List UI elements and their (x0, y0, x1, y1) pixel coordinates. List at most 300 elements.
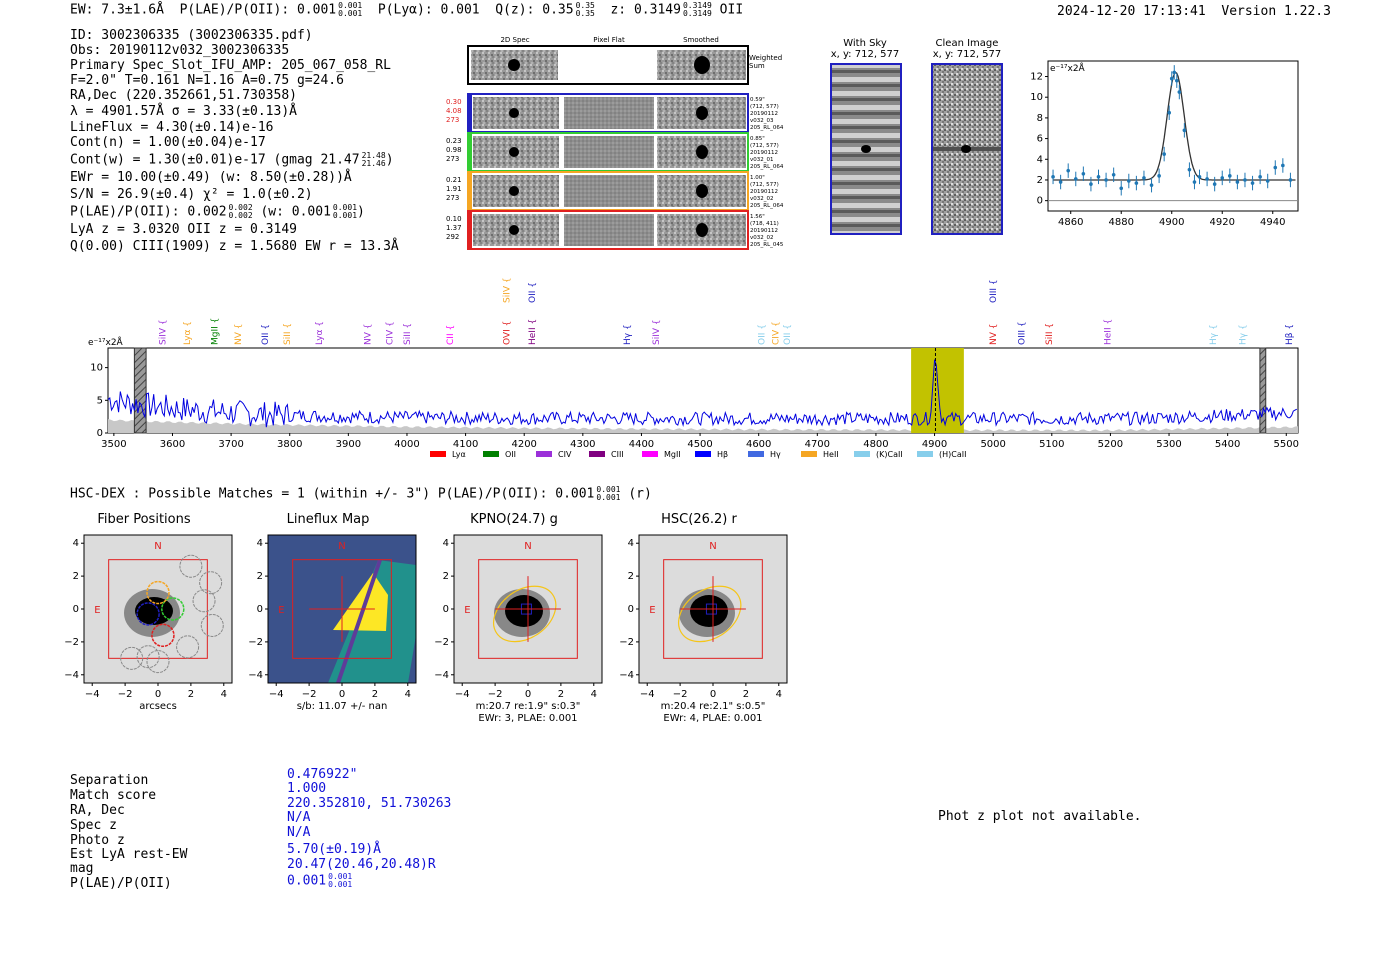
zoom-point (1167, 111, 1171, 115)
zoom-y-tick-label: 10 (1030, 92, 1043, 104)
cutout-smoothed-source (696, 184, 708, 198)
image-x-tick-label: 0 (154, 689, 162, 700)
cutout-row-marker (469, 173, 472, 209)
with-sky-image (830, 63, 902, 235)
emission-line-label: HeII { (1103, 318, 1114, 345)
info-contw-up: 21.48 (361, 151, 386, 160)
cutout-pixelflat (564, 214, 654, 246)
clean-xy: x, y: 712, 577 (932, 49, 1002, 60)
zoom-point (1251, 181, 1255, 185)
galaxy-core (135, 597, 173, 625)
full-x-tick-label: 3600 (159, 439, 186, 450)
info-contw-end: ) (385, 152, 394, 168)
image-panel-plot (605, 532, 795, 727)
legend-swatch (589, 451, 605, 457)
table-value: 220.352810, 51.730263 (287, 796, 452, 811)
image-x-tick-label: 0 (524, 689, 532, 700)
full-y-tick-label: 10 (90, 362, 103, 374)
with-sky-title (830, 38, 900, 60)
image-y-tick-label: 4 (442, 538, 449, 550)
emission-line-label: OII { (782, 324, 793, 345)
compass-north: N (524, 541, 532, 552)
legend-swatch (430, 451, 446, 457)
zoom-point (1170, 77, 1174, 81)
image-caption: EWr: 4, PLAE: 0.001 (663, 713, 763, 724)
image-x-tick-label: −2 (117, 689, 133, 700)
emission-line-label: SiII { (282, 322, 293, 345)
zoom-y-tick-label: 6 (1036, 133, 1043, 145)
table-key: Separation (70, 773, 149, 788)
full-x-tick-label: 4900 (921, 439, 948, 450)
zoom-point (1236, 180, 1240, 184)
cutout-row-number: 273 (446, 194, 460, 202)
cutout-row-info: v032_03 (750, 118, 774, 124)
table-value: 0.001 0.001 0.001 (287, 872, 353, 889)
info-obs: Obs: 20190112v032_3002306335 (70, 43, 290, 58)
table-key: P(LAE)/P(OII) (70, 876, 172, 891)
full-y-tick-label: 5 (96, 395, 103, 407)
zoom-point (1135, 181, 1139, 185)
cutout-pixelflat (564, 97, 654, 129)
info-q: Q(0.00) CIII(1909) z = 1.5680 EW r = 13.3Å (70, 239, 399, 254)
zoom-point (1228, 174, 1232, 178)
emission-line-label: NV { (234, 323, 245, 345)
full-x-tick-label: 5300 (1156, 439, 1182, 450)
info-plae: P(LAE)/P(OII): 0.002 (70, 204, 227, 220)
header-qz-down: 0.35 (575, 9, 595, 18)
legend-swatch (917, 451, 933, 457)
compass-north: N (709, 541, 717, 552)
emission-line-label: MgII { (210, 317, 221, 345)
image-panel-title: HSC(26.2) r (661, 512, 737, 527)
cutout-row-marker (469, 134, 472, 170)
emission-line-label: CII { (445, 324, 456, 345)
hsc-title: HSC-DEX : Possible Matches = 1 (within +/- 3") P(LAE)/P(OII): 0.001 (70, 486, 595, 502)
zoom-x-tick-label: 4900 (1159, 217, 1185, 228)
image-x-tick-label: 2 (742, 689, 750, 700)
zoom-point (1074, 177, 1078, 181)
cutout-header-smoothed: Smoothed (683, 36, 719, 44)
cutout-row-info: 20190112 (750, 228, 778, 234)
info-contw: Cont(w) = 1.30(±0.01)e-17 (gmag 21.47 (70, 152, 360, 168)
compass-east: E (649, 605, 656, 616)
compass-east: E (464, 605, 471, 616)
image-y-tick-label: 2 (256, 571, 263, 583)
image-y-tick-label: −4 (434, 669, 449, 681)
zoom-point (1188, 168, 1192, 172)
full-x-tick-label: 5500 (1273, 439, 1300, 450)
zoom-point (1066, 169, 1070, 173)
zoom-point (1082, 172, 1086, 176)
full-x-tick-label: 4100 (452, 439, 479, 450)
image-panel-plot (420, 532, 610, 727)
image-caption: m:20.7 re:1.9" s:0.3" (475, 701, 581, 712)
cutout-row-info: 205_RL_064 (750, 125, 784, 131)
cutout-smoothed-source (696, 145, 708, 159)
full-x-tick-label: 3800 (276, 439, 303, 450)
emission-line-label: Hγ { (622, 324, 633, 345)
info-fit: F=2.0" T=0.161 N=1.16 A=0.75 g=24.6 (70, 73, 344, 88)
cutout-header-2dspec: 2D Spec (500, 36, 530, 44)
info-plae-line (70, 204, 365, 220)
cutout-row-number: 0.23 (446, 137, 462, 145)
full-ylabel: e⁻¹⁷x2Å (88, 338, 123, 348)
header-ew: EW: 7.3±1.6Å (70, 2, 164, 18)
cutout-row-marker (469, 95, 472, 131)
zoom-y-tick-label: 4 (1036, 154, 1043, 166)
zoom-point (1089, 182, 1093, 186)
cutout-row-info: 1.00" (750, 175, 765, 181)
image-caption: arcsecs (139, 701, 177, 712)
cutout-row-info: 20190112 (750, 111, 778, 117)
image-x-tick-label: 4 (775, 689, 782, 700)
legend-label: (H)CaII (939, 450, 967, 459)
header-z-down: 0.3149 (682, 9, 712, 18)
full-x-tick-label: 3500 (101, 439, 127, 450)
emission-line-label: HeII { (527, 318, 538, 345)
legend-label: Hβ (717, 450, 729, 459)
cutout-row-number: 292 (446, 233, 460, 241)
table-frac-up: 0.001 (328, 872, 353, 881)
legend-label: Lyα (452, 450, 466, 459)
cutout-row-info: v032_01 (750, 157, 774, 163)
image-x-tick-label: −4 (268, 689, 284, 700)
emission-line-label: OIII { (989, 279, 1000, 303)
full-x-tick-label: 4400 (628, 439, 655, 450)
zoom-point (1220, 176, 1224, 180)
zoom-point (1051, 175, 1055, 179)
cutout-row-info: (712, 577) (750, 104, 779, 110)
cutout-row-info: 20190112 (750, 189, 778, 195)
full-x-tick-label: 4300 (570, 439, 596, 450)
zoom-point (1198, 175, 1202, 179)
zoom-point (1150, 183, 1154, 187)
zoom-point (1178, 90, 1182, 94)
cutout-source (509, 108, 519, 118)
cutout-row-number: 0.10 (446, 215, 462, 223)
zoom-point (1175, 79, 1179, 83)
image-y-tick-label: 4 (256, 538, 263, 550)
legend-label: Hγ (770, 450, 781, 459)
table-key: Match score (70, 788, 157, 803)
full-y-tick-label: 0 (96, 428, 103, 439)
full-x-tick-label: 4200 (511, 439, 537, 450)
cutout-row-info: v032_02 (750, 235, 774, 241)
full-x-tick-label: 5000 (980, 439, 1006, 450)
cutout-header-pixelflat: Pixel Flat (593, 36, 625, 44)
table-value: N/A (287, 825, 311, 840)
emission-line-label: Lyα { (183, 320, 194, 345)
hsc-frac-down: 0.001 (596, 493, 621, 502)
clean-source (961, 145, 971, 153)
full-x-tick-label: 4000 (394, 439, 420, 450)
image-x-tick-label: 4 (590, 689, 597, 700)
compass-east: E (94, 605, 101, 616)
image-caption: s/b: 11.07 +/- nan (296, 701, 388, 712)
with-sky-label: With Sky (843, 38, 887, 49)
cutout-row-number: 273 (446, 116, 460, 124)
emission-line-label: SiII { (402, 322, 413, 345)
cutout-row-number: 4.08 (446, 107, 462, 115)
cutout-row-number: 1.91 (446, 185, 462, 193)
cutout-row-number: 1.37 (446, 224, 462, 232)
compass-north: N (338, 541, 346, 552)
full-x-tick-label: 3700 (218, 439, 244, 450)
table-value: N/A (287, 810, 311, 825)
image-y-tick-label: 0 (256, 604, 263, 615)
with-sky-xy: x, y: 712, 577 (830, 49, 900, 60)
full-x-tick-label: 5200 (1097, 439, 1124, 450)
table-value: 1.000 (287, 781, 327, 796)
legend-swatch (695, 451, 711, 457)
legend-label: HeII (823, 450, 839, 459)
info-radec: RA,Dec (220.352661,51.730358) (70, 88, 297, 103)
image-x-tick-label: 2 (557, 689, 565, 700)
image-y-tick-label: 2 (627, 571, 634, 583)
image-y-tick-label: 2 (442, 571, 449, 583)
image-x-tick-label: 0 (709, 689, 717, 700)
cutout-row-number: 0.21 (446, 176, 462, 184)
full-x-tick-label: 4800 (863, 439, 889, 450)
zoom-point (1104, 178, 1108, 182)
emission-line-label: SiII { (1044, 322, 1055, 345)
zoom-point (1157, 174, 1161, 178)
table-frac-down: 0.001 (328, 880, 353, 889)
header-plya: P(Lyα): 0.001 (377, 2, 480, 18)
compass-north: N (154, 541, 162, 552)
line-highlight-band (911, 348, 964, 433)
image-y-tick-label: −2 (248, 636, 263, 648)
info-primary: Primary Spec_Slot_IFU_AMP: 205_067_058_RL (70, 58, 391, 73)
image-y-tick-label: 4 (627, 538, 634, 550)
weighted-smoothed-source (694, 56, 710, 74)
image-x-tick-label: 0 (338, 689, 346, 700)
galaxy-core (505, 595, 543, 627)
table-value: 5.70(±0.19)Å (287, 842, 381, 857)
zoom-axes-frame (1048, 61, 1298, 211)
zoom-y-tick-label: 8 (1036, 112, 1043, 124)
legend-swatch (854, 451, 870, 457)
zoom-y-tick-label: 2 (1036, 174, 1043, 186)
image-x-tick-label: −4 (454, 689, 470, 700)
legend-swatch (642, 451, 658, 457)
info-plae-w-up: 0.001 (332, 203, 358, 212)
legend-swatch (536, 451, 552, 457)
cutout-row-info: 205_RL_064 (750, 203, 784, 209)
header-z: z: 0.3149 (610, 2, 681, 18)
zoom-point (1193, 180, 1197, 184)
masked-band (134, 348, 146, 433)
header-qz: Q(z): 0.35 (495, 2, 574, 18)
info-ewr: EWr = 10.00(±0.49) (w: 8.50(±0.28))Å (70, 170, 352, 185)
zoom-point (1127, 179, 1131, 183)
table-key: Photo z (70, 833, 125, 848)
emission-line-label: Lyα { (315, 320, 326, 345)
zoom-point (1142, 176, 1146, 180)
image-y-tick-label: 0 (627, 604, 634, 615)
info-plae-w-down: 0.001 (332, 211, 358, 220)
image-y-tick-label: −4 (619, 669, 634, 681)
zoom-ylabel: e⁻¹⁷x2Å (1050, 64, 1085, 74)
image-caption: EWr: 3, PLAE: 0.001 (478, 713, 578, 724)
image-y-tick-label: −4 (248, 669, 263, 681)
full-x-tick-label: 3900 (335, 439, 362, 450)
clean-label: Clean Image (935, 38, 999, 49)
cutout-smoothed-source (696, 106, 708, 120)
full-axes-frame (108, 348, 1298, 433)
emission-line-label: CIV { (385, 321, 396, 345)
image-y-tick-label: −2 (64, 636, 79, 648)
weighted-sum-label-2: Sum (749, 62, 765, 70)
zoom-point (1243, 178, 1247, 182)
image-x-tick-label: 4 (404, 689, 411, 700)
photz-message: Phot z plot not available. (938, 809, 1142, 824)
table-key: mag (70, 861, 94, 876)
zoom-point (1281, 164, 1285, 168)
header-plae-up: 0.001 (338, 1, 363, 10)
info-contn: Cont(n) = 1.00(±0.04)e-17 (70, 135, 266, 150)
emission-line-label: Hγ { (1209, 324, 1219, 345)
zoom-point (1213, 182, 1217, 186)
image-panel-plot (50, 532, 240, 727)
hsc-line (70, 486, 652, 502)
emission-line-label: SiIV { (158, 319, 169, 345)
version: Version 1.22.3 (1221, 4, 1331, 19)
image-caption: m:20.4 re:2.1" s:0.5" (660, 701, 766, 712)
zoom-point (1119, 186, 1123, 190)
full-x-tick-label: 4600 (745, 439, 772, 450)
cutout-row-info: (718, 411) (750, 221, 779, 227)
cutout-svg (440, 34, 800, 259)
zoom-point (1258, 175, 1262, 179)
full-x-tick-label: 5400 (1214, 439, 1241, 450)
image-x-tick-label: −2 (301, 689, 317, 700)
info-sn: S/N = 26.9(±0.4) χ² = 1.0(±0.2) (70, 187, 313, 202)
table-value: 20.47(20.46,20.48)R (287, 857, 436, 872)
cutout-smoothed-source (696, 223, 708, 237)
emission-line-label: OVI { (502, 320, 513, 345)
emission-line-label: SiIV { (652, 319, 663, 345)
full-spectrum-chart (80, 275, 1310, 465)
image-y-tick-label: −2 (619, 636, 634, 648)
zoom-point (1289, 178, 1293, 182)
legend-swatch (801, 451, 817, 457)
zoom-y-tick-label: 0 (1036, 195, 1043, 207)
image-panel-title: KPNO(24.7) g (470, 512, 558, 527)
full-x-tick-label: 5100 (1039, 439, 1065, 450)
image-y-tick-label: −2 (434, 636, 449, 648)
legend-label: CIV (558, 450, 572, 459)
zoom-x-tick-label: 4880 (1108, 217, 1134, 228)
header-qz-up: 0.35 (575, 1, 595, 10)
cutout-row-info: (712, 577) (750, 182, 779, 188)
table-key: Spec z (70, 818, 117, 833)
emission-line-label: OII { (261, 324, 272, 345)
cutout-row-info: 20190112 (750, 150, 778, 156)
zoom-point (1205, 177, 1209, 181)
cutout-panel (440, 34, 800, 259)
cutout-pixelflat (564, 175, 654, 207)
full-x-tick-label: 4700 (804, 439, 831, 450)
info-plae-w: (w: 0.001 (260, 204, 331, 220)
weighted-sum-label: Weighted (749, 54, 783, 62)
cutout-row-info: 205_RL_045 (750, 242, 784, 248)
emission-line-label: CIV { (771, 321, 782, 345)
zoom-x-tick-label: 4920 (1209, 217, 1235, 228)
table-key: RA, Dec (70, 803, 125, 818)
cutout-source (509, 147, 519, 157)
info-contw-down: 21.46 (361, 159, 386, 168)
image-y-tick-label: 2 (72, 571, 79, 583)
emission-line-label: Hβ { (1285, 323, 1296, 345)
image-x-tick-label: −4 (84, 689, 100, 700)
header-z-line: OII (719, 2, 744, 18)
weighted-source (508, 59, 520, 71)
full-x-tick-label: 4500 (687, 439, 713, 450)
image-x-tick-label: −2 (487, 689, 503, 700)
header-plae-down: 0.001 (338, 9, 363, 18)
cutout-row-number: 273 (446, 155, 460, 163)
cutout-row-number: 0.98 (446, 146, 462, 154)
info-plae-up: 0.002 (228, 203, 253, 212)
table-key: Est LyA rest-EW (70, 847, 188, 862)
header-z-up: 0.3149 (682, 1, 712, 10)
cutout-row-info: 1.56" (750, 214, 765, 220)
image-panel-title: Fiber Positions (97, 512, 191, 527)
with-sky-source (861, 145, 871, 153)
emission-line-label: Hγ { (1238, 324, 1249, 345)
cutout-row-info: (712, 577) (750, 143, 779, 149)
header-plae: P(LAE)/P(OII): 0.001 (179, 2, 337, 18)
image-y-tick-label: 4 (72, 538, 79, 550)
table-value: 0.476922" (287, 767, 358, 782)
zoom-point (1112, 173, 1116, 177)
zoom-y-tick-label: 12 (1030, 71, 1043, 83)
info-lineflux: LineFlux = 4.30(±0.14)e-16 (70, 120, 274, 135)
cutout-row-info: 0.85" (750, 136, 765, 142)
hsc-frac-up: 0.001 (596, 485, 621, 494)
legend-swatch (483, 451, 499, 457)
galaxy-core (690, 595, 728, 627)
cutout-row-info: 205_RL_064 (750, 164, 784, 170)
info-contw-line (70, 152, 394, 168)
image-x-tick-label: −4 (639, 689, 655, 700)
emission-line-label: SiIV { (502, 277, 513, 303)
cutout-source (509, 225, 519, 235)
emission-line-label: NV { (363, 323, 374, 345)
image-y-tick-label: 0 (442, 604, 449, 615)
zoom-point (1059, 180, 1063, 184)
cutout-row-marker (469, 212, 472, 248)
image-y-tick-label: 0 (72, 604, 79, 615)
emission-line-label: OII { (527, 282, 538, 303)
cutout-pixelflat (564, 136, 654, 168)
image-x-tick-label: −2 (672, 689, 688, 700)
info-lambda: λ = 4901.57Å σ = 3.33(±0.13)Å (70, 104, 297, 119)
zoom-point (1162, 152, 1166, 156)
zoom-point (1266, 179, 1270, 183)
zoom-point (1273, 166, 1277, 170)
info-plae-down: 0.002 (228, 211, 253, 220)
image-x-tick-label: 4 (220, 689, 227, 700)
header-line (70, 2, 743, 18)
compass-east: E (278, 605, 285, 616)
image-x-tick-label: 2 (187, 689, 195, 700)
clean-image (931, 63, 1003, 235)
info-lya: LyA z = 3.0320 OII z = 0.3149 (70, 222, 297, 237)
legend-swatch (748, 451, 764, 457)
legend-label: OII (505, 450, 517, 459)
